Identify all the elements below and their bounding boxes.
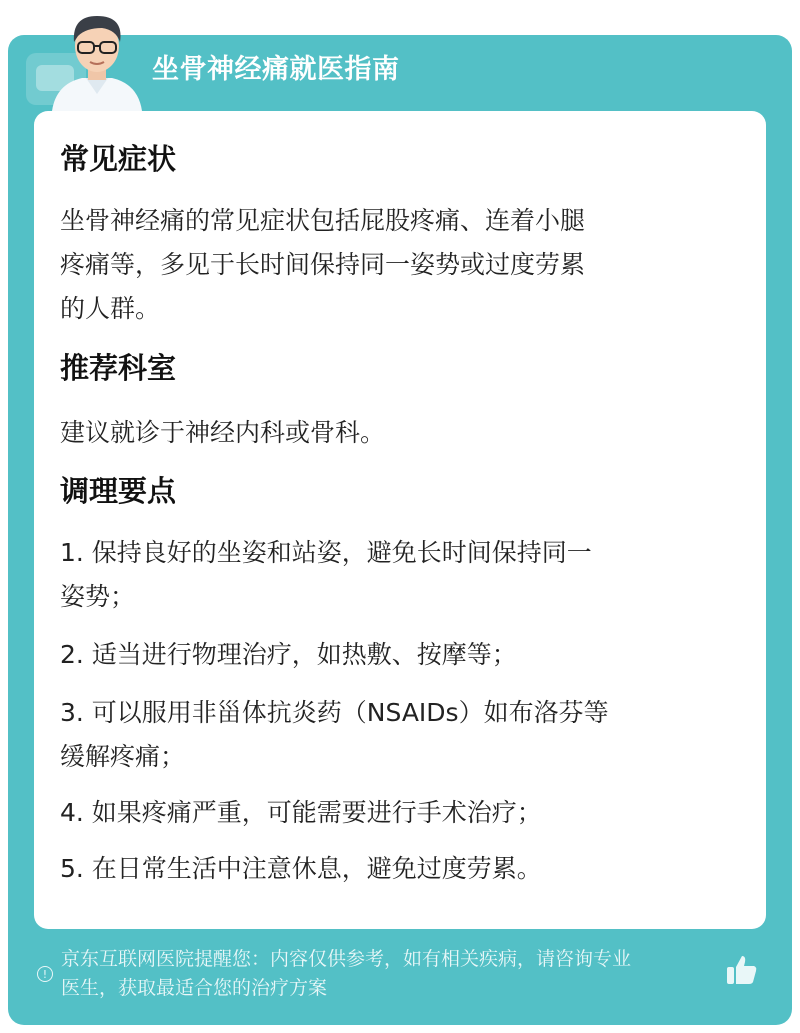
section-title-symptoms: 常见症状: [60, 142, 177, 176]
disclaimer-line: 京东互联网医院提醒您：内容仅供参考，如有相关疾病，请咨询专业: [61, 948, 632, 970]
care-item-2: 2. 适当进行物理治疗，如热敷、按摩等；: [60, 640, 517, 669]
disclaimer: [61, 945, 731, 1003]
care-item-5: 5. 在日常生活中注意休息，避免过度劳累。: [60, 854, 542, 883]
section-title-care: 调理要点: [60, 474, 177, 508]
care-item-1-cont: 姿势；: [60, 582, 136, 611]
care-item-4: 4. 如果疼痛严重，可能需要进行手术治疗；: [60, 798, 542, 827]
symptoms-text-line: 的人群。: [60, 294, 161, 323]
department-text: 建议就诊于神经内科或骨科。: [60, 418, 386, 447]
page-title: 坐骨神经痛就医指南: [152, 54, 400, 85]
thumbs-up-icon[interactable]: [724, 952, 760, 988]
care-item-1: 1. 保持良好的坐姿和站姿，避免长时间保持同一: [60, 538, 592, 567]
symptoms-text-line: 坐骨神经痛的常见症状包括屁股疼痛、连着小腿: [60, 206, 586, 235]
info-icon: !: [37, 966, 53, 982]
section-title-department: 推荐科室: [60, 351, 177, 385]
disclaimer-line: 医生，获取最适合您的治疗方案: [61, 977, 328, 999]
care-item-3-cont: 缓解疼痛；: [60, 742, 186, 771]
care-item-3: 3. 可以服用非甾体抗炎药（NSAIDs）如布洛芬等: [60, 698, 609, 727]
content-panel: [34, 111, 766, 929]
symptoms-text-line: 疼痛等，多见于长时间保持同一姿势或过度劳累: [60, 250, 586, 279]
doctor-avatar: [42, 8, 152, 111]
